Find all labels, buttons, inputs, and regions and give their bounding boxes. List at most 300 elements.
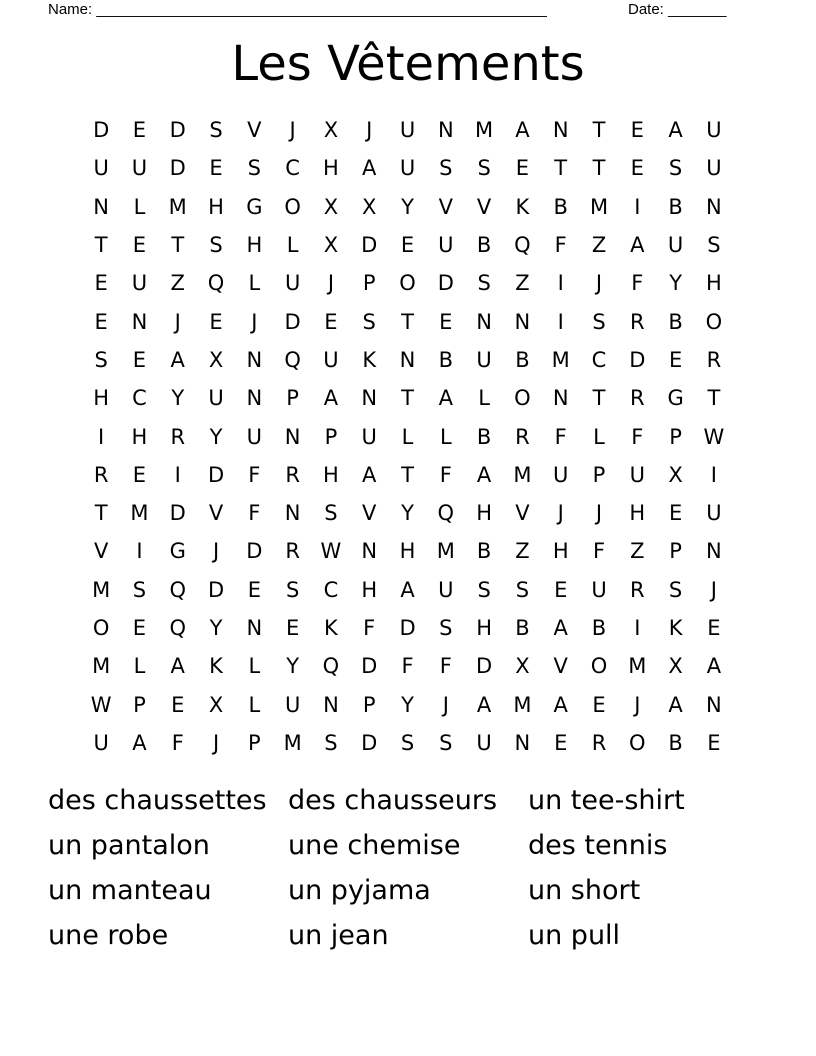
- grid-cell: U: [438, 233, 454, 258]
- grid-cell: B: [476, 424, 492, 449]
- grid-cell: H: [361, 577, 378, 602]
- grid-cell: I: [634, 194, 641, 219]
- grid-cell: X: [323, 233, 339, 258]
- grid-cell: P: [592, 462, 606, 487]
- grid-cell: I: [557, 271, 564, 296]
- grid-cell: Q: [207, 271, 225, 296]
- header-line: [48, 0, 748, 20]
- word-bank-item: une chemise: [288, 830, 461, 861]
- grid-cell: U: [629, 462, 645, 487]
- grid-cell: A: [476, 692, 492, 717]
- word-bank-item: des tennis: [528, 830, 668, 861]
- grid-cell: N: [514, 309, 531, 334]
- grid-cell: S: [592, 309, 606, 334]
- grid-cell: J: [251, 309, 258, 334]
- grid-cell: M: [551, 347, 570, 372]
- grid-cell: A: [438, 386, 453, 411]
- grid-cell: S: [324, 501, 338, 526]
- grid-cell: G: [246, 194, 263, 219]
- grid-cell: J: [595, 501, 603, 526]
- grid-cell: U: [667, 233, 684, 258]
- grid-cell: N: [246, 616, 263, 640]
- grid-cell: H: [629, 501, 646, 526]
- grid-cell: Y: [209, 424, 223, 449]
- grid-cell: L: [593, 424, 605, 449]
- grid-cell: P: [669, 424, 682, 449]
- grid-cell: A: [553, 616, 568, 640]
- grid-cell: I: [136, 539, 143, 564]
- grid-cell: X: [668, 654, 683, 679]
- grid-cell: S: [477, 577, 491, 602]
- grid-cell: B: [476, 539, 492, 564]
- grid-cell: H: [208, 194, 224, 219]
- grid-cell: E: [554, 577, 568, 602]
- grid-cell: E: [707, 730, 721, 755]
- grid-cell: D: [93, 118, 110, 143]
- letter-grid: [82, 111, 734, 762]
- grid-cell: X: [323, 118, 339, 143]
- grid-cell: M: [168, 194, 187, 219]
- grid-cell: N: [361, 539, 378, 564]
- grid-cell: R: [285, 539, 300, 564]
- grid-cell: B: [476, 233, 492, 258]
- grid-cell: S: [477, 271, 491, 296]
- grid-cell: F: [631, 424, 644, 449]
- grid-cell: S: [668, 156, 683, 181]
- grid-cell: P: [248, 730, 261, 755]
- grid-cell: R: [630, 577, 645, 602]
- grid-cell: C: [132, 386, 147, 411]
- grid-cell: D: [169, 501, 186, 526]
- grid-cell: N: [552, 118, 569, 143]
- grid-cell: N: [437, 118, 454, 143]
- grid-cell: E: [630, 118, 644, 143]
- grid-cell: K: [324, 616, 338, 640]
- grid-cell: R: [630, 386, 645, 411]
- grid-cell: U: [706, 118, 722, 143]
- grid-cell: W: [90, 692, 112, 717]
- grid-cell: J: [327, 271, 335, 296]
- grid-cell: N: [514, 730, 531, 755]
- grid-cell: A: [553, 692, 568, 717]
- grid-cell: U: [361, 424, 377, 449]
- grid-cell: R: [706, 347, 722, 372]
- grid-cell: E: [94, 309, 108, 334]
- grid-cell: R: [93, 462, 109, 487]
- grid-cell: P: [362, 692, 376, 717]
- grid-cell: O: [590, 654, 608, 679]
- grid-cell: A: [170, 654, 185, 679]
- grid-cell: L: [286, 233, 299, 258]
- grid-cell: T: [592, 118, 606, 143]
- grid-cell: O: [629, 730, 646, 755]
- grid-cell: E: [132, 233, 147, 258]
- grid-cell: I: [557, 309, 564, 334]
- grid-cell: L: [133, 194, 146, 219]
- grid-cell: X: [323, 194, 339, 219]
- word-bank-item: un short: [528, 875, 641, 906]
- grid-cell: U: [208, 386, 224, 411]
- grid-cell: Y: [669, 271, 683, 296]
- grid-cell: P: [324, 424, 338, 449]
- grid-cell: T: [401, 309, 414, 334]
- grid-cell: H: [323, 462, 339, 487]
- grid-cell: W: [320, 539, 342, 564]
- grid-cell: K: [515, 194, 530, 219]
- grid-cell: T: [592, 386, 606, 411]
- grid-cell: S: [209, 118, 223, 143]
- grid-cell: B: [668, 309, 683, 334]
- grid-cell: U: [476, 347, 492, 372]
- grid-cell: N: [284, 501, 301, 526]
- grid-cell: L: [248, 271, 261, 296]
- grid-cell: Y: [209, 616, 223, 640]
- grid-cell: D: [629, 347, 646, 372]
- grid-cell: D: [207, 462, 225, 487]
- grid-cell: A: [400, 577, 415, 602]
- grid-cell: D: [437, 271, 454, 296]
- grid-cell: A: [362, 156, 377, 181]
- grid-cell: V: [93, 539, 109, 564]
- grid-cell: V: [553, 654, 568, 679]
- grid-cell: S: [439, 730, 453, 755]
- grid-cell: A: [630, 233, 645, 258]
- grid-cell: J: [212, 730, 220, 755]
- grid-cell: E: [592, 692, 606, 717]
- grid-cell: A: [668, 118, 683, 143]
- grid-cell: S: [247, 156, 261, 181]
- grid-cell: M: [589, 194, 609, 219]
- grid-cell: E: [171, 692, 185, 717]
- grid-cell: S: [668, 577, 683, 602]
- grid-cell: C: [323, 577, 339, 602]
- grid-cell: M: [130, 501, 149, 526]
- grid-cell: S: [439, 156, 453, 181]
- grid-cell: F: [248, 501, 261, 526]
- word-bank-item: un pantalon: [48, 830, 210, 861]
- grid-cell: D: [361, 730, 378, 755]
- grid-cell: Z: [591, 233, 607, 258]
- grid-cell: Q: [284, 347, 301, 372]
- grid-cell: F: [554, 424, 567, 449]
- grid-cell: K: [209, 654, 223, 679]
- grid-cell: D: [246, 539, 263, 564]
- grid-cell: M: [283, 730, 302, 755]
- grid-cell: E: [285, 616, 300, 640]
- grid-cell: S: [285, 577, 300, 602]
- grid-cell: O: [705, 309, 723, 334]
- grid-cell: N: [246, 386, 263, 411]
- grid-cell: D: [207, 577, 225, 602]
- grid-cell: L: [133, 654, 146, 679]
- grid-cell: U: [246, 424, 263, 449]
- word-bank-item: un pyjama: [288, 875, 431, 906]
- grid-cell: A: [706, 654, 722, 679]
- grid-cell: M: [475, 118, 494, 143]
- grid-cell: F: [439, 462, 452, 487]
- grid-cell: E: [515, 156, 530, 181]
- grid-cell: O: [92, 616, 110, 640]
- grid-cell: F: [554, 233, 567, 258]
- grid-cell: I: [634, 616, 641, 640]
- grid-cell: U: [284, 271, 301, 296]
- grid-cell: A: [476, 462, 492, 487]
- grid-cell: V: [208, 501, 224, 526]
- grid-cell: B: [668, 194, 683, 219]
- grid-cell: A: [515, 118, 530, 143]
- grid-cell: U: [323, 347, 339, 372]
- grid-cell: E: [132, 616, 147, 640]
- grid-cell: J: [557, 501, 564, 526]
- grid-cell: X: [668, 462, 683, 487]
- grid-cell: U: [131, 156, 148, 181]
- grid-cell: F: [631, 271, 644, 296]
- grid-cell: Q: [169, 616, 186, 640]
- grid-cell: R: [515, 424, 530, 449]
- grid-cell: V: [476, 194, 492, 219]
- grid-cell: O: [514, 386, 531, 411]
- grid-cell: A: [323, 386, 339, 411]
- grid-cell: Y: [286, 654, 300, 679]
- grid-cell: H: [93, 386, 110, 411]
- grid-cell: D: [361, 654, 378, 679]
- grid-cell: Z: [170, 271, 185, 296]
- grid-cell: N: [476, 309, 492, 334]
- grid-cell: J: [442, 692, 449, 717]
- grid-cell: T: [401, 462, 414, 487]
- grid-cell: V: [515, 501, 530, 526]
- grid-cell: S: [362, 309, 376, 334]
- grid-cell: E: [668, 501, 683, 526]
- grid-cell: Y: [171, 386, 185, 411]
- grid-cell: T: [171, 233, 185, 258]
- grid-cell: F: [363, 616, 376, 640]
- grid-cell: P: [286, 386, 299, 411]
- grid-cell: D: [169, 118, 186, 143]
- grid-cell: J: [595, 271, 603, 296]
- grid-cell: M: [628, 654, 647, 679]
- grid-cell: X: [208, 347, 224, 372]
- grid-cell: E: [668, 347, 683, 372]
- grid-cell: L: [248, 692, 261, 717]
- grid-cell: S: [209, 233, 223, 258]
- grid-cell: F: [439, 654, 452, 679]
- grid-cell: S: [132, 577, 147, 602]
- grid-cell: B: [668, 730, 683, 755]
- word-bank-item: des chausseurs: [288, 785, 498, 816]
- grid-cell: E: [132, 462, 147, 487]
- grid-cell: Y: [401, 501, 414, 526]
- name-field-label: Name: ______________________________________________________: [48, 1, 547, 18]
- grid-cell: Z: [515, 271, 530, 296]
- grid-cell: E: [209, 309, 223, 334]
- grid-cell: S: [707, 233, 721, 258]
- grid-cell: U: [553, 462, 569, 487]
- grid-cell: C: [285, 156, 300, 181]
- grid-cell: U: [706, 501, 722, 526]
- grid-cell: T: [94, 501, 108, 526]
- grid-cell: N: [323, 692, 339, 717]
- grid-cell: J: [710, 577, 717, 602]
- grid-cell: M: [92, 577, 111, 602]
- grid-cell: R: [285, 462, 300, 487]
- grid-cell: N: [706, 692, 722, 717]
- word-bank-item: un pull: [528, 920, 621, 951]
- grid-cell: B: [591, 616, 607, 640]
- grid-cell: Z: [515, 539, 530, 564]
- grid-cell: T: [592, 156, 606, 181]
- grid-cell: L: [439, 424, 452, 449]
- grid-cell: H: [399, 539, 416, 564]
- grid-cell: X: [362, 194, 377, 219]
- grid-cell: E: [247, 577, 261, 602]
- grid-cell: S: [477, 156, 491, 181]
- grid-cell: A: [132, 730, 147, 755]
- grid-cell: W: [703, 424, 725, 449]
- grid-cell: O: [284, 194, 301, 219]
- grid-cell: B: [515, 347, 530, 372]
- grid-cell: M: [513, 462, 532, 487]
- grid-cell: U: [438, 577, 454, 602]
- grid-cell: H: [246, 233, 263, 258]
- grid-cell: N: [706, 539, 722, 564]
- grid-cell: D: [399, 616, 416, 640]
- grid-cell: H: [476, 616, 493, 640]
- grid-cell: B: [553, 194, 568, 219]
- grid-cell: T: [707, 386, 721, 411]
- grid-cell: J: [174, 309, 181, 334]
- grid-cell: J: [289, 118, 296, 143]
- grid-cell: P: [362, 271, 376, 296]
- grid-cell: N: [399, 347, 416, 372]
- grid-cell: Z: [630, 539, 645, 564]
- grid-cell: F: [592, 539, 606, 564]
- grid-cell: N: [246, 347, 263, 372]
- grid-cell: H: [706, 271, 722, 296]
- grid-cell: F: [401, 654, 414, 679]
- grid-cell: F: [248, 462, 261, 487]
- grid-cell: E: [400, 233, 415, 258]
- grid-cell: G: [169, 539, 186, 564]
- grid-cell: U: [93, 156, 109, 181]
- grid-cell: U: [399, 156, 416, 181]
- grid-cell: B: [515, 616, 530, 640]
- grid-cell: N: [552, 386, 569, 411]
- grid-cell: U: [284, 692, 301, 717]
- grid-cell: E: [554, 730, 568, 755]
- grid-cell: H: [552, 539, 569, 564]
- word-bank: [48, 778, 768, 958]
- grid-cell: R: [591, 730, 607, 755]
- grid-cell: E: [707, 616, 721, 640]
- grid-cell: U: [93, 730, 109, 755]
- grid-cell: E: [132, 347, 147, 372]
- grid-cell: Y: [401, 194, 414, 219]
- grid-cell: E: [630, 156, 644, 181]
- grid-cell: E: [94, 271, 108, 296]
- grid-cell: U: [399, 118, 416, 143]
- page-title: Les Vêtements: [231, 36, 585, 92]
- grid-cell: T: [401, 386, 414, 411]
- grid-cell: A: [170, 347, 185, 372]
- grid-cell: A: [362, 462, 377, 487]
- grid-cell: M: [513, 692, 532, 717]
- grid-cell: F: [171, 730, 184, 755]
- grid-cell: S: [515, 577, 530, 602]
- grid-cell: D: [476, 654, 493, 679]
- grid-cell: N: [131, 309, 148, 334]
- grid-cell: V: [438, 194, 453, 219]
- grid-cell: L: [401, 424, 414, 449]
- grid-cell: E: [439, 309, 453, 334]
- date-field-label: Date: _______: [628, 1, 727, 18]
- grid-cell: S: [439, 616, 453, 640]
- word-bank-item: une robe: [48, 920, 169, 951]
- grid-cell: C: [591, 347, 607, 372]
- grid-cell: O: [399, 271, 416, 296]
- grid-cell: J: [212, 539, 220, 564]
- grid-cell: P: [133, 692, 146, 717]
- grid-cell: L: [478, 386, 490, 411]
- grid-cell: E: [209, 156, 223, 181]
- grid-cell: R: [170, 424, 186, 449]
- grid-cell: X: [515, 654, 530, 679]
- grid-cell: K: [668, 616, 683, 640]
- grid-cell: N: [284, 424, 301, 449]
- grid-cell: Y: [401, 692, 414, 717]
- grid-cell: U: [131, 271, 148, 296]
- grid-cell: A: [668, 692, 683, 717]
- grid-cell: Q: [514, 233, 531, 258]
- grid-cell: E: [324, 309, 338, 334]
- grid-cell: U: [591, 577, 607, 602]
- grid-cell: S: [324, 730, 338, 755]
- grid-cell: S: [94, 347, 108, 372]
- grid-cell: J: [634, 692, 641, 717]
- grid-cell: U: [476, 730, 492, 755]
- grid-cell: U: [706, 156, 722, 181]
- grid-cell: J: [366, 118, 373, 143]
- grid-cell: K: [362, 347, 377, 372]
- grid-cell: M: [92, 654, 111, 679]
- grid-cell: E: [132, 118, 147, 143]
- grid-cell: D: [169, 156, 186, 181]
- grid-cell: G: [667, 386, 684, 411]
- grid-cell: V: [362, 501, 377, 526]
- grid-cell: N: [361, 386, 378, 411]
- grid-cell: T: [94, 233, 108, 258]
- grid-cell: Q: [169, 577, 186, 602]
- word-bank-item: un jean: [288, 920, 389, 951]
- grid-cell: I: [98, 424, 105, 449]
- grid-cell: V: [247, 118, 262, 143]
- grid-cell: X: [208, 692, 224, 717]
- grid-cell: S: [400, 730, 415, 755]
- grid-cell: I: [710, 462, 717, 487]
- grid-cell: T: [554, 156, 568, 181]
- grid-cell: B: [438, 347, 454, 372]
- word-bank-item: un tee-shirt: [528, 785, 685, 816]
- word-bank-item: des chaussettes: [48, 785, 267, 816]
- grid-cell: H: [476, 501, 493, 526]
- grid-cell: M: [436, 539, 455, 564]
- grid-cell: I: [174, 462, 181, 487]
- grid-cell: L: [248, 654, 261, 679]
- grid-cell: H: [323, 156, 339, 181]
- grid-cell: N: [93, 194, 109, 219]
- grid-cell: R: [630, 309, 645, 334]
- grid-cell: P: [669, 539, 682, 564]
